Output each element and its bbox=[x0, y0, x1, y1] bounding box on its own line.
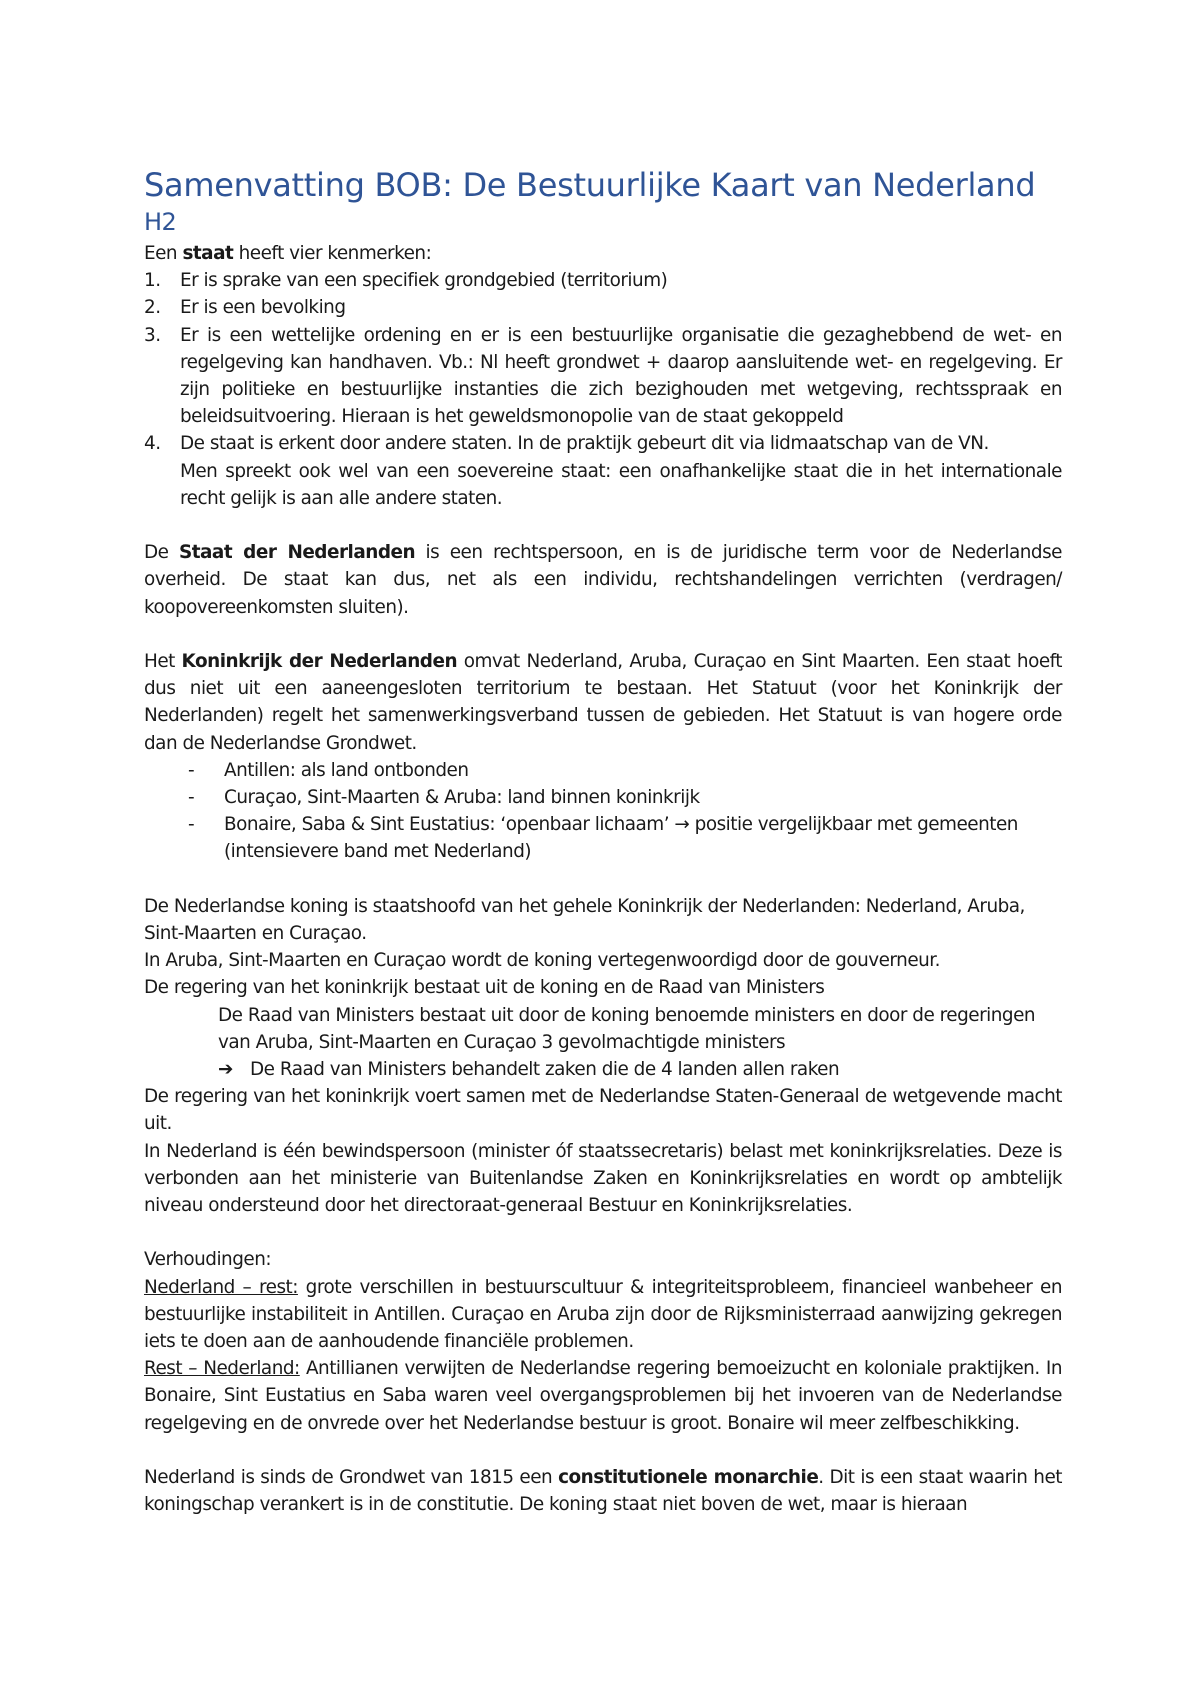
p1-bold-term: Staat der Nederlanden bbox=[178, 542, 416, 564]
characteristics-list bbox=[144, 267, 1062, 512]
paragraph-koninkrijk bbox=[144, 648, 1062, 757]
dash-item-text: Antillen: als land ontbonden bbox=[224, 759, 469, 781]
list-item bbox=[144, 294, 1062, 321]
paragraph-staat bbox=[144, 539, 1062, 621]
verhouding-rest-nederland bbox=[144, 1355, 1062, 1437]
list-number: 3. bbox=[144, 324, 161, 346]
document-title: Samenvatting BOB: De Bestuurlijke Kaart van Nederland bbox=[144, 166, 1036, 204]
spacer bbox=[144, 1219, 1062, 1246]
spacer bbox=[144, 866, 1062, 893]
paragraph-bewindspersoon: In Nederland is één bewindspersoon (minister óf staatssecretaris) belast met koninkrijksrelaties. Deze is verbonden aan het ministerie van Buitenlandse Zaken en Koninkrijksrelaties en wordt op ambtelijk niveau ondersteund door het directoraat-generaal Bestuur en Koninkrijksrelaties. bbox=[144, 1140, 1062, 1217]
paragraph-koning: De Nederlandse koning is staatshoofd van het gehele Koninkrijk der Nederlanden: Nederland, Aruba, Sint-Maarten en Curaçao. bbox=[144, 895, 1025, 945]
verhouding-label-underlined: Rest – Nederland: bbox=[144, 1358, 300, 1380]
p1-text: De bbox=[144, 542, 179, 564]
p1-text-end: is een rechtspersoon, en is de juridische term voor de Nederlandse overheid. De staat kan dus, net als een individu, rechtshandelingen verrichten (verdragen/ koopovereenkomsten sluiten). bbox=[144, 542, 1062, 618]
intro-text: Een bbox=[144, 243, 183, 264]
arrow-line-text: De Raad van Ministers behandelt zaken die de 4 landen allen raken bbox=[250, 1059, 840, 1081]
spacer bbox=[144, 512, 1062, 539]
dash-marker: - bbox=[188, 787, 195, 809]
p5-text-end: . Dit is een staat waarin het koningschap verankert is in de constitutie. De koning staat niet boven de wet, maar is hieraan bbox=[144, 1467, 1062, 1516]
verhouding-text: Antillianen verwijten de Nederlandse regering bemoeizucht en koloniale praktijken. In Bonaire, Sint Eustatius en Saba waren veel overgangsproblemen bij het invoeren van de Nederlandse regelgeving en de onvrede over het Nederlandse bestuur is groot. Bonaire wil meer zelfbeschikking. bbox=[144, 1358, 1062, 1434]
p2-text: Het bbox=[144, 651, 182, 673]
intro-line bbox=[144, 240, 1062, 267]
dash-marker: - bbox=[188, 814, 195, 836]
spacer bbox=[144, 1437, 1062, 1464]
verhouding-text: grote verschillen in bestuurscultuur & integriteitsprobleem, financieel wanbeheer en bestuurlijke instabiliteit in Antillen. Curaçao en Aruba zijn door de Rijksministerraad aanwijzing gekregen iets te doen aan de aanhoudende financiële problemen. bbox=[144, 1276, 1062, 1353]
list-item bbox=[144, 430, 1062, 512]
paragraph-wetgevende-macht: De regering van het koninkrijk voert samen met de Nederlandse Staten-Generaal de wetgevende macht uit. bbox=[144, 1086, 1062, 1135]
verhouding-label-underlined: Nederland – rest: bbox=[144, 1276, 298, 1298]
list-item bbox=[144, 322, 1062, 431]
dash-marker: - bbox=[188, 759, 195, 781]
dash-item-text: Curaçao, Sint-Maarten & Aruba: land binnen koninkrijk bbox=[224, 787, 700, 809]
arrow-line bbox=[144, 1056, 1062, 1083]
list-item-text: De staat is erkent door andere staten. In de praktijk gebeurt dit via lidmaatschap van de VN. bbox=[180, 433, 989, 455]
indented-raad-van-ministers: De Raad van Ministers bestaat uit door de koning benoemde ministers en door de regeringen van Aruba, Sint-Maarten en Curaçao 3 gevolmachtigde ministers bbox=[218, 1004, 1036, 1053]
territory-list bbox=[144, 757, 1062, 866]
spacer bbox=[144, 621, 1062, 648]
list-item-extra: Men spreekt ook wel van een soevereine staat: een onafhankelijke staat die in het internationale recht gelijk is aan alle andere staten. bbox=[180, 460, 1062, 509]
intro-bold-term: staat bbox=[182, 243, 234, 264]
list-number: 1. bbox=[144, 270, 161, 292]
p5-bold-term: constitutionele monarchie bbox=[558, 1467, 819, 1489]
section-heading: H2 bbox=[144, 208, 177, 236]
list-item-text: Er is sprake van een specifiek grondgebied (territorium) bbox=[180, 270, 668, 292]
list-item-text: Er is een bevolking bbox=[180, 297, 346, 319]
document-body bbox=[144, 166, 1062, 1518]
dash-item bbox=[144, 811, 1062, 865]
list-number: 2. bbox=[144, 297, 161, 319]
dash-item bbox=[144, 784, 1062, 811]
verhoudingen-label: Verhoudingen: bbox=[144, 1249, 272, 1271]
arrow-right-icon: ➔ bbox=[218, 1059, 233, 1081]
verhouding-nederland-rest bbox=[144, 1274, 1062, 1356]
list-item-text: Er is een wettelijke ordening en er is een bestuurlijke organisatie die gezaghebbend de wet- en regelgeving kan handhaven. Vb.: Nl heeft grondwet + daarop aansluitende wet- en regelgeving. Er zijn politieke en bestuurlijke instanties die zich bezighouden met wetgeving, rechtsspraak en beleidsuitvoering. Hieraan is het geweldsmonopolie van de staat gekoppeld bbox=[180, 324, 1062, 428]
dash-item-text: Bonaire, Saba & Sint Eustatius: ‘openbaar lichaam’ → positie vergelijkbaar met gemeenten (intensievere band met Nederland) bbox=[224, 814, 1018, 863]
paragraph-regering: De regering van het koninkrijk bestaat uit de koning en de Raad van Ministers bbox=[144, 977, 825, 999]
p5-text: Nederland is sinds de Grondwet van 1815 een bbox=[144, 1467, 559, 1489]
paragraph-gouverneur: In Aruba, Sint-Maarten en Curaçao wordt de koning vertegenwoordigd door de gouverneur. bbox=[144, 950, 941, 972]
paragraph-monarchie bbox=[144, 1464, 1062, 1518]
p2-text-end: omvat Nederland, Aruba, Curaçao en Sint Maarten. Een staat hoeft dus niet uit een aaneengesloten territorium te bestaan. Het Statuut (voor het Koninkrijk der Nederlanden) regelt het samenwerkingsverband tussen de gebieden. Het Statuut is van hogere orde dan de Nederlandse Grondwet. bbox=[144, 651, 1063, 754]
p2-bold-term: Koninkrijk der Nederlanden bbox=[181, 651, 458, 673]
list-number: 4. bbox=[144, 433, 161, 455]
intro-text-end: heeft vier kenmerken: bbox=[233, 243, 432, 264]
list-item bbox=[144, 267, 1062, 294]
dash-item bbox=[144, 757, 1062, 784]
